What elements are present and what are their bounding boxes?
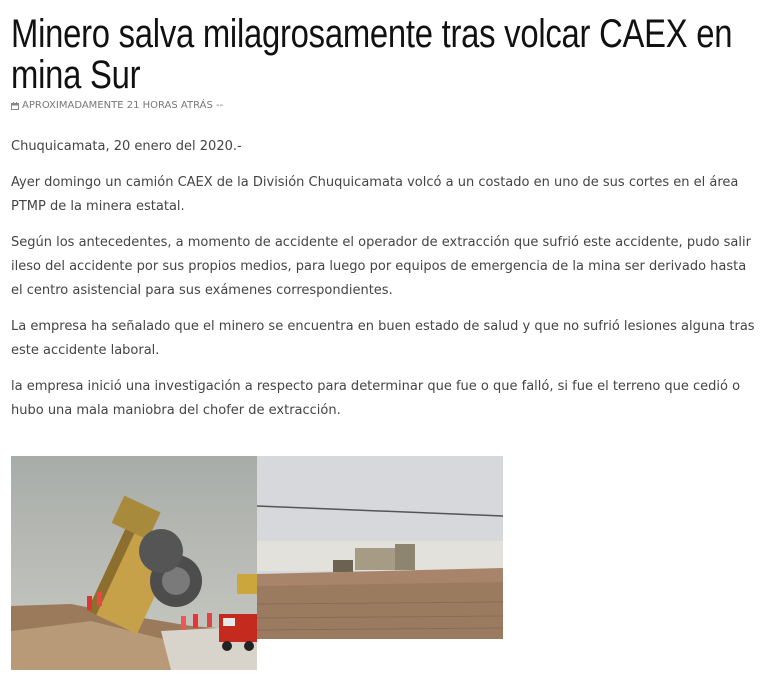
- calendar-icon: [11, 102, 19, 110]
- article-body: [11, 135, 756, 423]
- photo-mine-distance[interactable]: [257, 456, 503, 639]
- publish-time: APROXIMADAMENTE 21 HORAS ATRÁS --: [22, 100, 224, 111]
- paragraph-dateline: Chuquicamata, 20 enero del 2020.-: [11, 139, 242, 154]
- article-images: [11, 456, 503, 670]
- article: [11, 0, 756, 435]
- paragraph: la empresa inició una investigación a respecto para determinar que fue o que falló, si fue el terreno que cedió o hubo una mala maniobra del chofer de extracción.: [11, 379, 741, 418]
- paragraph: Según los antecedentes, a momento de accidente el operador de extracción que sufrió este accidente, pudo salir ileso del accidente por sus propios medios, para luego por equipos de emergencia de la mina ser derivado hasta el centro asistencial para sus exámenes correspondientes.: [11, 235, 751, 298]
- paragraph: La empresa ha señalado que el minero se encuentra en buen estado de salud y que no sufrió lesiones alguna tras este accidente laboral.: [11, 319, 755, 358]
- article-title: Minero salva milagrosamente tras volcar CAEX en mina Sur: [11, 12, 733, 97]
- article-meta: [11, 100, 756, 111]
- photo-overturned-truck[interactable]: [11, 456, 257, 670]
- paragraph: Ayer domingo un camión CAEX de la División Chuquicamata volcó a un costado en uno de sus cortes en el área PTMP de la minera estatal.: [11, 175, 739, 214]
